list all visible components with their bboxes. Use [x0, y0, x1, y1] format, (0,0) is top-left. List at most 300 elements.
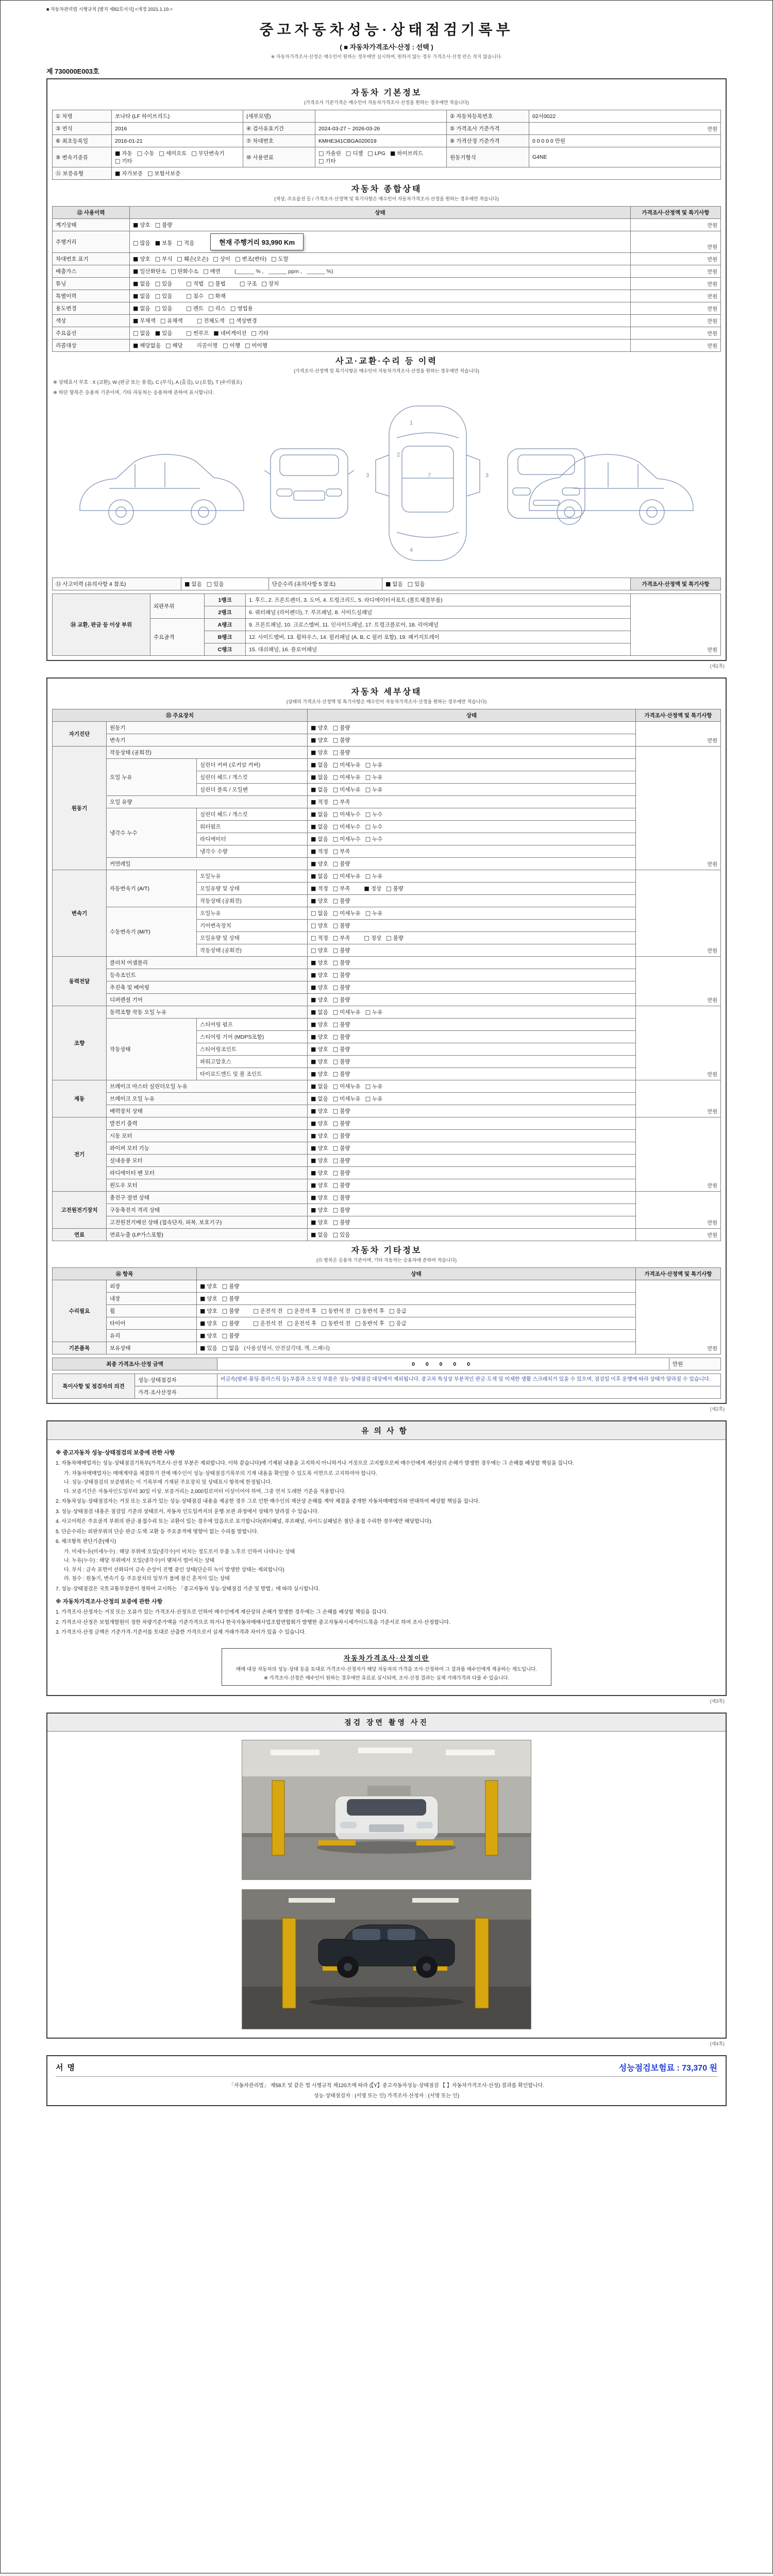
damage-code-legend-2: ※ 하단 항목은 승용차 기준이며, 기타 자동차는 승용차에 준하여 표시합니다.	[53, 390, 214, 396]
checkbox-icon: □	[332, 749, 339, 756]
checkbox-icon: □	[230, 305, 236, 312]
table-cell: 가격조사·산정액 및 특기사항	[636, 1268, 721, 1280]
checkbox-unchecked: □ 무단변속기	[191, 150, 225, 157]
table-row	[53, 969, 721, 981]
checkbox-checked: ■ 양호	[311, 972, 328, 978]
checkbox-checked: ■ 양호	[311, 1071, 328, 1077]
table-cell: 1. 후드, 2. 프론트펜더, 3. 도어, 4. 트렁크리드, 5. 라디에이터서포트 (볼트체결부품)	[246, 594, 631, 606]
basic-section-note: (가격조사 기준가격은 매수인이 자동차가격조사·산정을 원하는 경우에만 적습니다)	[304, 100, 469, 105]
car-diagram-top	[376, 406, 480, 561]
table-cell: 휠	[107, 1305, 197, 1317]
checkbox-icon: ■	[311, 1108, 316, 1114]
checkbox-checked: ■ 자가보증	[115, 170, 143, 177]
table-cell	[308, 771, 636, 784]
checkbox-icon: □	[365, 1083, 371, 1090]
table-cell: ⑦ 차대번호	[243, 135, 315, 147]
basic-info-table	[52, 110, 721, 180]
checkbox-unchecked: □ 불량	[332, 996, 350, 1003]
signature-header	[56, 2061, 717, 2077]
table-cell	[130, 302, 631, 315]
table-cell: 원동기형식	[447, 147, 529, 167]
checkbox-icon: ■	[200, 1295, 206, 1302]
checkbox-unchecked: □ 적음	[177, 240, 195, 246]
checkbox-icon: □	[365, 786, 371, 793]
table-cell: 발전기 출력	[107, 1117, 308, 1130]
checkbox-unchecked: □ 미세누유	[332, 910, 361, 917]
table-row	[53, 1342, 721, 1354]
table-cell: (세부모델)	[243, 110, 315, 123]
checkbox-unchecked: □ 불량	[332, 1021, 350, 1028]
detail-section-note: (상태의 가격조사·산정액 및 특기사항은 매수인이 자동차가격조사·산정을 원하는 경우에만 적습니다)	[286, 699, 487, 704]
table-row	[53, 1216, 721, 1229]
checkbox-icon: ■	[133, 317, 139, 324]
table-row	[53, 231, 721, 253]
checkbox-unchecked: □ 부족	[332, 799, 350, 805]
table-cell	[308, 932, 636, 944]
table-row	[53, 1374, 721, 1386]
table-cell: 파워고압호스	[197, 1056, 308, 1068]
etc-info-table	[52, 1267, 721, 1354]
checkbox-icon: □	[332, 885, 339, 892]
overall-section-note: (색상, 주요옵션 등 / 가격조사·산정액 및 특기사항은 매수인이 자동차가격조사·산정을 원하는 경우에만 적습니다)	[274, 196, 499, 201]
checkbox-icon: □	[271, 256, 277, 262]
premium-value: 73,370 원	[682, 2063, 717, 2073]
table-row	[53, 808, 721, 821]
car-damage-diagram	[52, 396, 721, 574]
checkbox-icon: ■	[213, 330, 219, 336]
checkbox-icon: □	[332, 823, 339, 830]
table-cell: 만원	[636, 1117, 721, 1192]
checkbox-icon: □	[165, 342, 171, 349]
table-row	[53, 123, 721, 135]
final-price-label: 최종 가격조사·산정 금액	[53, 1358, 217, 1370]
notice-line: 가. 자동차매매업자는 매매계약을 체결하기 전에 매수인이 성능·상태점검기록부의 기재 내용을 확인할 수 있도록 서면으로 고지하여야 합니다.	[64, 1470, 378, 1477]
notice-title: 유의사항	[47, 1421, 726, 1440]
table-cell: 라디에이터	[197, 833, 308, 845]
table-cell: A랭크	[205, 619, 246, 631]
table-cell: 유리	[107, 1330, 197, 1342]
notice-line: 3. 성능·상태점검 내용은 점검일 기준의 상태로서, 자동차 인도일까지의 운행·보관 과정에서 상태가 달라질 수 있습니다.	[56, 1509, 319, 1515]
inspection-photo-2	[242, 1889, 531, 2029]
table-cell: 특별이력	[53, 290, 130, 302]
checkbox-unchecked: □ 불량	[332, 1108, 350, 1114]
checkbox-icon: □	[253, 1320, 259, 1327]
table-cell: ⑯ 항목	[53, 1268, 197, 1280]
checkbox-checked: ■ 해당없음	[133, 342, 161, 349]
checkbox-unchecked: □ 썬루프	[186, 330, 209, 336]
photo-1-image	[242, 1740, 531, 1879]
table-cell: 상태	[197, 1268, 636, 1280]
table-cell	[308, 1080, 636, 1093]
checkbox-icon: □	[160, 317, 166, 324]
table-row	[53, 747, 721, 759]
overall-section-header	[52, 180, 721, 203]
notice-line: 2. 자동차성능·상태점검자는 거짓 또는 오류가 있는 성능·상태점검 내용을 제공한 경우 그로 인한 매수인의 재산상 손해를 계약 체결을 중개한 자동차매매업자와 연대하여 배상할 책임을 집니다.	[56, 1499, 480, 1505]
checkbox-icon: □	[235, 256, 241, 262]
checkbox-icon: ■	[184, 581, 190, 587]
checkbox-icon: □	[177, 256, 182, 262]
checkbox-icon: ■	[311, 1170, 316, 1176]
checkbox-checked: ■ 없음	[184, 581, 202, 587]
table-cell: 오일 누유	[107, 759, 197, 796]
table-cell: ⑬ 사고이력 (유의사항 4 참조)	[53, 578, 181, 590]
checkbox-unchecked: □ 수동	[137, 150, 155, 157]
signature-title: 서명	[56, 2063, 79, 2072]
checkbox-icon: ■	[311, 1207, 316, 1213]
checkbox-checked: ■ 없음	[311, 761, 328, 768]
checkbox-checked: ■ 무채색	[133, 317, 156, 324]
checkbox-unchecked: □ 불량	[332, 1219, 350, 1226]
state-text: ______ ppm ,	[268, 268, 302, 275]
table-row	[53, 619, 721, 631]
table-cell	[315, 110, 447, 123]
value-plate-no: 02서0022	[529, 110, 721, 123]
notice-line: 5. 단순수리는 외판부위의 단순 판금·도색·교환 등 주요골격에 영향이 없는 수리를 말합니다.	[56, 1529, 259, 1535]
table-cell: 시동 모터	[107, 1130, 308, 1142]
checkbox-icon: ■	[311, 972, 316, 978]
checkbox-unchecked: □ 미세누유	[332, 873, 361, 879]
table-cell: 오일 유량	[107, 796, 308, 808]
checkbox-icon: ■	[311, 737, 316, 743]
detail-condition-table	[52, 709, 721, 1241]
value-vin: KMHE341CBGA020019	[315, 135, 447, 147]
checkbox-icon: ■	[311, 873, 316, 879]
value-transmission	[112, 147, 243, 167]
notice-section	[46, 1420, 727, 1696]
value-model-year: 2016	[112, 123, 243, 135]
checkbox-unchecked: □ 없음	[311, 910, 328, 917]
checkbox-icon: □	[332, 1145, 339, 1151]
checkbox-icon: ■	[364, 885, 369, 892]
value-first-registration: 2016-01-21	[112, 135, 243, 147]
checkbox-unchecked: □ 불량	[332, 1145, 350, 1151]
table-cell: 가격조사·산정액 및 특기사항	[631, 207, 721, 219]
checkbox-checked: ■ 양호	[200, 1332, 217, 1339]
document-title: 중고자동차성능·상태점검기록부	[259, 22, 514, 38]
checkbox-unchecked: □ 운전석 후	[287, 1320, 317, 1327]
table-cell	[308, 1142, 636, 1155]
checkbox-icon: □	[213, 256, 219, 262]
checkbox-icon: □	[332, 860, 339, 867]
checkbox-unchecked: □ 불량	[332, 1033, 350, 1040]
etc-section-note: (⑮ 항목은 승용차 기준이며, 기타 자동차는 승용차에 준하여 적습니다)	[316, 1258, 457, 1263]
table-row	[53, 578, 721, 590]
checkbox-unchecked: □ 많음	[133, 240, 150, 246]
checkbox-unchecked: □ 불량	[332, 972, 350, 978]
table-cell: 자기진단	[53, 722, 107, 747]
accident-section-title: 사고·교환·수리 등 이력	[335, 357, 438, 366]
checkbox-icon: ■	[311, 1145, 316, 1151]
checkbox-icon: □	[311, 922, 316, 929]
table-cell	[308, 1093, 636, 1105]
table-cell: 색상	[53, 315, 130, 327]
checkbox-checked: ■ 없음	[311, 1231, 328, 1238]
checkbox-icon: ■	[311, 860, 316, 867]
checkbox-icon: □	[203, 268, 209, 275]
table-row	[53, 1117, 721, 1130]
table-cell: ⑥ 최초등록일	[53, 135, 112, 147]
notice-line: 7. 성능·상태점검은 국토교통부장관이 정하여 고시하는 「중고자동차 성능·상태점검 기준 및 방법」에 따라 실시합니다.	[56, 1586, 320, 1592]
table-cell: 상태	[308, 709, 636, 722]
table-cell: 배력장치 상태	[107, 1105, 308, 1117]
checkbox-icon: □	[206, 581, 212, 587]
table-cell: 계기상태	[53, 219, 130, 231]
checkbox-icon: □	[332, 836, 339, 842]
notice-line: 가. 미세누유(미세누수) : 해당 부위에 오일(냉각수)이 비치는 정도로서 부품 노후로 인하여 나타나는 상태	[64, 1549, 295, 1555]
checkbox-icon: □	[253, 1308, 259, 1314]
checkbox-unchecked: □ 누유	[365, 774, 383, 781]
checkbox-icon: □	[321, 1308, 327, 1314]
table-row	[53, 734, 721, 747]
checkbox-icon: ■	[133, 280, 139, 287]
checkbox-unchecked: □ 매연	[203, 268, 221, 275]
checkbox-icon: □	[191, 150, 197, 157]
checkbox-unchecked: □ 불량	[332, 1058, 350, 1065]
checkbox-icon: □	[147, 170, 153, 177]
table-cell: ⑮ 주요장치	[53, 709, 308, 722]
checkbox-icon: □	[177, 240, 182, 246]
checkbox-icon: □	[332, 1058, 339, 1065]
checkbox-checked: ■ 양호	[200, 1308, 217, 1314]
checkbox-unchecked: □ 미세누유	[332, 774, 361, 781]
checkbox-icon: □	[244, 342, 250, 349]
table-cell	[308, 870, 636, 883]
table-cell: 실린더 헤드 / 개스킷	[197, 771, 308, 784]
checkbox-icon: ■	[115, 150, 121, 157]
checkbox-icon: □	[186, 280, 192, 287]
notice-list	[47, 1440, 726, 1640]
checkbox-unchecked: □ 리스	[208, 305, 226, 312]
checkbox-icon: ■	[133, 342, 139, 349]
checkbox-icon: □	[208, 280, 214, 287]
table-cell	[130, 290, 631, 302]
checkbox-checked: ■ 없음	[311, 1095, 328, 1102]
table-cell: 배출가스	[53, 265, 130, 278]
table-cell: 고전원전기장치	[53, 1192, 107, 1229]
table-cell	[308, 1130, 636, 1142]
checkbox-icon: ■	[133, 268, 139, 275]
table-cell: 동력전달	[53, 957, 107, 1006]
notice-line: 1. 자동차매매업자는 성능·상태점검기록부(가격조사·산정 부분은 제외합니다. 이하 같습니다)에 기재된 내용을 고지하지 아니하거나 거짓으로 고지함으로써 매수인에게 재산상의 손해가 발생한 경우에는 그 손해를 배상할 책임을 집니다.	[56, 1461, 575, 1467]
table-cell	[308, 1155, 636, 1167]
signature-section	[46, 2055, 727, 2106]
table-cell: 브레이크 마스터 실린더오일 누유	[107, 1080, 308, 1093]
signature-line: 성능·상태점검자 : (서명 또는 인) 가격조사·산정자 : (서명 또는 인)	[313, 2093, 460, 2099]
table-cell: 만원	[631, 278, 721, 290]
checkbox-icon: □	[365, 1009, 371, 1015]
checkbox-unchecked: □ 운전석 전	[253, 1308, 283, 1314]
table-cell: 가격조사·산정액 및 특기사항	[636, 709, 721, 722]
checkbox-icon: □	[251, 330, 257, 336]
checkbox-icon: ■	[311, 1095, 316, 1102]
table-cell	[308, 907, 636, 920]
checkbox-icon: □	[239, 280, 245, 287]
table-cell: 스티어링 기어 (MDPS포함)	[197, 1031, 308, 1043]
table-cell	[308, 845, 636, 858]
table-cell: 외판부위	[150, 594, 205, 619]
checkbox-unchecked: □ 부식	[155, 256, 173, 262]
checkbox-icon: ■	[200, 1308, 206, 1314]
checkbox-icon: ■	[311, 897, 316, 904]
table-cell	[308, 1056, 636, 1068]
checkbox-unchecked: □ 미세누유	[332, 1009, 361, 1015]
checkbox-icon: ■	[311, 848, 316, 855]
checkbox-checked: ■ 적정	[311, 848, 328, 855]
checkbox-unchecked: □ 있음	[206, 581, 224, 587]
checkbox-icon: ■	[133, 305, 139, 312]
checkbox-icon: □	[407, 581, 413, 587]
table-row	[53, 1305, 721, 1317]
checkbox-icon: □	[365, 761, 371, 768]
checkbox-checked: ■ 양호	[311, 1219, 328, 1226]
checkbox-icon: □	[332, 1083, 339, 1090]
checkbox-icon: ■	[390, 150, 396, 157]
table-cell	[197, 1293, 636, 1305]
table-cell: 튜닝	[53, 278, 130, 290]
checkbox-unchecked: □ 기타	[318, 158, 336, 164]
checkbox-checked: ■ 양호	[311, 1207, 328, 1213]
checkbox-icon: □	[332, 1071, 339, 1077]
table-cell	[308, 1117, 636, 1130]
notice-line: 3. 가격조사·산정 금액은 기준가격·기준서를 토대로 산출한 가격으로서 실제 거래가격과 차이가 있을 수 있습니다.	[56, 1630, 306, 1636]
checkbox-unchecked: □ 운전석 후	[287, 1308, 317, 1314]
checkbox-icon: □	[171, 268, 176, 275]
checkbox-icon: □	[155, 305, 161, 312]
checkbox-icon: □	[332, 1132, 339, 1139]
opinion-table	[52, 1374, 721, 1399]
checkbox-icon: ■	[133, 293, 139, 299]
checkbox-icon: □	[287, 1320, 293, 1327]
car-diagram-left-side	[80, 454, 244, 524]
checkbox-unchecked: □ 미세누수	[332, 836, 361, 842]
checkbox-unchecked: □ 유채색	[160, 317, 183, 324]
checkbox-icon: □	[332, 1046, 339, 1053]
table-row	[53, 994, 721, 1006]
checkbox-icon: □	[332, 799, 339, 805]
etc-section-header	[52, 1241, 721, 1264]
checkbox-unchecked: □ 동반석 후	[355, 1308, 385, 1314]
checkbox-icon: □	[365, 774, 371, 781]
table-cell: 고전원전기배선 상태 (접속단자, 피복, 보호기구)	[107, 1216, 308, 1229]
table-cell: 상태	[130, 207, 631, 219]
checkbox-unchecked: □ 있음	[155, 280, 173, 287]
table-cell: 연료	[53, 1229, 107, 1241]
checkbox-icon: ■	[200, 1332, 206, 1339]
checkbox-unchecked: □ 불량	[332, 1207, 350, 1213]
checkbox-icon: □	[332, 1157, 339, 1164]
final-price-table	[52, 1358, 721, 1370]
overall-condition-table	[52, 206, 721, 352]
notice-line: 6. 체크항목 판단기준(예시)	[56, 1539, 116, 1545]
table-cell	[130, 253, 631, 265]
table-cell: ⑭ 교환, 판금 등 이상 부위	[53, 594, 150, 656]
table-cell	[308, 1006, 636, 1019]
document-subtitle: ( ■ 자동차가격조사·산정 : 선택 )	[340, 43, 433, 51]
checkbox-checked: ■ 없음	[311, 873, 328, 879]
checkbox-unchecked: □ 미이행	[244, 342, 267, 349]
table-row	[53, 1280, 721, 1293]
value-fuel	[315, 147, 447, 167]
checkbox-unchecked: □ 전체도색	[196, 317, 225, 324]
table-row	[53, 327, 721, 340]
checkbox-icon: ■	[311, 749, 316, 756]
checkbox-unchecked: □ 변조(변타)	[235, 256, 267, 262]
checkbox-unchecked: □ 없음	[133, 330, 150, 336]
table-cell	[308, 1105, 636, 1117]
checkbox-icon: □	[332, 724, 339, 731]
checkbox-unchecked: □ 불량	[332, 1120, 350, 1127]
table-cell: 만원	[631, 315, 721, 327]
table-row	[53, 594, 721, 606]
checkbox-unchecked: □ 불량	[332, 1071, 350, 1077]
table-row	[53, 1105, 721, 1117]
table-cell: 단순수리 (유의사항 5 참조)	[269, 578, 382, 590]
checkbox-checked: ■ 양호	[311, 1194, 328, 1201]
table-cell: 실린더 헤드 / 개스킷	[197, 808, 308, 821]
checkbox-checked: ■ 양호	[311, 1157, 328, 1164]
checkbox-checked: ■ 양호	[311, 860, 328, 867]
checkbox-icon: □	[386, 885, 392, 892]
table-row	[53, 265, 721, 278]
table-cell: 만원	[631, 253, 721, 265]
checkbox-icon: □	[222, 1295, 228, 1302]
checkbox-checked: ■ 적정	[311, 885, 328, 892]
svg-text:1: 1	[410, 420, 413, 426]
table-cell: ⑪ 보증유형	[53, 167, 112, 180]
table-cell: ⑤ 가격조사 기준가격	[447, 123, 529, 135]
table-cell: 1랭크	[205, 594, 246, 606]
table-cell: 워터펌프	[197, 821, 308, 833]
checkbox-icon: □	[364, 935, 369, 941]
section-page2	[46, 677, 727, 1404]
checkbox-icon: ■	[311, 811, 316, 818]
checkbox-icon: ■	[200, 1320, 206, 1327]
table-cell: 스티어링조인트	[197, 1043, 308, 1056]
table-cell: 작동상태	[107, 1019, 197, 1080]
svg-text:4: 4	[410, 547, 413, 553]
table-cell: 만원	[631, 327, 721, 340]
checkbox-icon: ■	[311, 1231, 316, 1238]
table-cell	[308, 1019, 636, 1031]
checkbox-icon: □	[133, 240, 139, 246]
checkbox-icon: □	[367, 150, 373, 157]
checkbox-checked: ■ 없음	[133, 305, 150, 312]
checkbox-unchecked: □ 응급	[389, 1320, 407, 1327]
table-cell	[130, 315, 631, 327]
checkbox-unchecked: □ 불량	[222, 1295, 240, 1302]
checkbox-icon: □	[222, 1308, 228, 1314]
table-cell	[308, 808, 636, 821]
checkbox-icon: □	[332, 1095, 339, 1102]
table-row	[53, 1080, 721, 1093]
table-row	[53, 1093, 721, 1105]
table-cell: ① 차명	[53, 110, 112, 123]
checkbox-icon: □	[261, 280, 267, 287]
table-cell: 전기	[53, 1117, 107, 1192]
checkbox-unchecked: □ 동반석 후	[355, 1320, 385, 1327]
checkbox-icon: □	[365, 811, 371, 818]
checkbox-unchecked: □ 미세누유	[332, 761, 361, 768]
table-cell	[308, 1192, 636, 1204]
checkbox-unchecked: □ 불량	[332, 1170, 350, 1176]
checkbox-checked: ■ 없음	[311, 823, 328, 830]
checkbox-icon: □	[155, 280, 161, 287]
table-cell	[181, 578, 269, 590]
checkbox-icon: □	[155, 256, 161, 262]
table-cell: ② 자동차등록번호	[447, 110, 529, 123]
checkbox-unchecked: □ 훼손(오손)	[177, 256, 209, 262]
final-price-value: 0 0 0 0 0	[217, 1358, 669, 1370]
